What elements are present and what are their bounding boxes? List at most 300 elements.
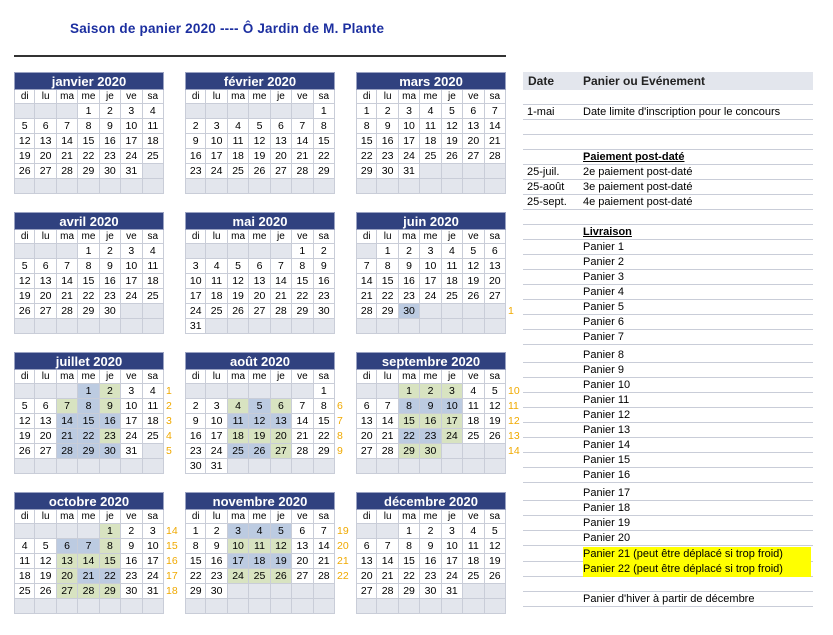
day-cell: 16 [100, 274, 121, 289]
day-cell: 3 [121, 104, 142, 119]
empty-cell [206, 244, 227, 259]
day-cell: 14 [57, 274, 78, 289]
day-cell: 11 [143, 399, 164, 414]
empty-cell [14, 319, 35, 334]
day-cell: 8 [314, 399, 335, 414]
empty-cell [143, 304, 164, 319]
day-cell: 9 [100, 119, 121, 134]
empty-cell [377, 179, 398, 194]
day-name: me [420, 510, 441, 524]
empty-cell [292, 384, 313, 399]
day-name: sa [314, 510, 335, 524]
day-cell: 7 [292, 399, 313, 414]
day-cell: 24 [185, 304, 206, 319]
day-cell: 9 [185, 414, 206, 429]
empty-cell [463, 179, 484, 194]
week-number: 14 [166, 525, 178, 537]
day-cell: 5 [14, 399, 35, 414]
day-cell: 29 [356, 164, 377, 179]
day-name: lu [377, 370, 398, 384]
empty-cell [249, 179, 270, 194]
day-name: ve [463, 230, 484, 244]
empty-cell [292, 104, 313, 119]
day-cell: 20 [35, 149, 56, 164]
empty-cell [249, 384, 270, 399]
day-name: je [271, 370, 292, 384]
event-row [523, 165, 813, 180]
day-cell: 11 [228, 134, 249, 149]
day-cell: 23 [185, 444, 206, 459]
day-cell: 14 [78, 554, 99, 569]
empty-cell [249, 599, 270, 614]
event-text: Panier 15 [583, 454, 631, 466]
day-cell: 29 [399, 444, 420, 459]
day-cell: 20 [463, 134, 484, 149]
event-text: Panier 18 [583, 502, 631, 514]
event-row [523, 423, 813, 438]
day-cell: 22 [78, 149, 99, 164]
event-row [523, 562, 813, 577]
empty-cell [228, 104, 249, 119]
day-cell: 27 [35, 444, 56, 459]
empty-cell [121, 179, 142, 194]
day-cell: 9 [399, 259, 420, 274]
day-cell: 14 [377, 414, 398, 429]
day-cell: 28 [485, 149, 506, 164]
day-name: ve [121, 230, 142, 244]
day-cell: 2 [377, 104, 398, 119]
month-calendar [185, 72, 335, 194]
day-cell: 8 [314, 119, 335, 134]
day-cell: 21 [57, 429, 78, 444]
empty-cell [292, 599, 313, 614]
week-number: 17 [166, 570, 178, 582]
day-cell: 10 [206, 414, 227, 429]
day-cell: 9 [100, 259, 121, 274]
day-cell: 18 [14, 569, 35, 584]
empty-cell [420, 319, 441, 334]
day-cell: 5 [249, 119, 270, 134]
empty-cell [206, 599, 227, 614]
day-cell: 30 [100, 444, 121, 459]
empty-cell [271, 459, 292, 474]
day-cell: 3 [420, 244, 441, 259]
day-cell: 12 [35, 554, 56, 569]
day-cell: 23 [399, 289, 420, 304]
day-cell: 23 [377, 149, 398, 164]
week-number: 4 [166, 430, 172, 442]
day-cell: 13 [356, 414, 377, 429]
day-cell: 22 [78, 289, 99, 304]
empty-cell [463, 584, 484, 599]
day-name: di [356, 90, 377, 104]
day-cell: 6 [356, 399, 377, 414]
day-cell: 9 [185, 134, 206, 149]
day-cell: 19 [14, 289, 35, 304]
day-name: me [249, 510, 270, 524]
week-number: 14 [508, 445, 520, 457]
day-cell: 18 [463, 414, 484, 429]
day-name: ve [121, 370, 142, 384]
day-cell: 30 [206, 584, 227, 599]
day-name: ma [399, 90, 420, 104]
event-row [523, 453, 813, 468]
day-cell: 7 [78, 539, 99, 554]
day-cell: 28 [57, 304, 78, 319]
event-row [523, 378, 813, 393]
day-cell: 16 [100, 134, 121, 149]
day-name: je [442, 90, 463, 104]
empty-cell [485, 304, 506, 319]
day-cell: 15 [356, 134, 377, 149]
day-cell: 28 [271, 304, 292, 319]
month-title: octobre 2020 [14, 492, 164, 510]
day-cell: 11 [14, 554, 35, 569]
empty-cell [35, 459, 56, 474]
week-number: 2 [166, 400, 172, 412]
day-cell: 26 [485, 429, 506, 444]
day-cell: 20 [249, 289, 270, 304]
empty-cell [78, 599, 99, 614]
empty-cell [377, 599, 398, 614]
day-name: di [356, 230, 377, 244]
day-cell: 1 [78, 384, 99, 399]
day-name: me [420, 230, 441, 244]
day-cell: 18 [228, 429, 249, 444]
empty-cell [143, 319, 164, 334]
empty-cell [292, 319, 313, 334]
day-name: sa [143, 90, 164, 104]
empty-cell [228, 384, 249, 399]
day-cell: 17 [121, 414, 142, 429]
day-cell: 25 [143, 149, 164, 164]
day-cell: 10 [228, 539, 249, 554]
event-row [523, 195, 813, 210]
day-cell: 3 [228, 524, 249, 539]
header-date: Date [528, 74, 555, 88]
day-name: ve [292, 370, 313, 384]
day-name: ve [463, 510, 484, 524]
empty-cell [314, 599, 335, 614]
empty-cell [185, 179, 206, 194]
day-cell: 2 [185, 119, 206, 134]
day-cell: 9 [206, 539, 227, 554]
day-cell: 31 [121, 164, 142, 179]
empty-cell [100, 179, 121, 194]
day-cell: 12 [14, 274, 35, 289]
empty-cell [442, 164, 463, 179]
day-cell: 21 [292, 149, 313, 164]
month-title: novembre 2020 [185, 492, 335, 510]
day-cell: 5 [271, 524, 292, 539]
day-cell: 8 [292, 259, 313, 274]
day-cell: 24 [121, 289, 142, 304]
empty-cell [100, 599, 121, 614]
day-cell: 7 [314, 524, 335, 539]
day-cell: 8 [78, 119, 99, 134]
day-cell: 12 [228, 274, 249, 289]
day-cell: 11 [420, 119, 441, 134]
empty-cell [271, 179, 292, 194]
day-cell: 10 [121, 399, 142, 414]
day-cell: 29 [314, 164, 335, 179]
day-cell: 3 [399, 104, 420, 119]
empty-cell [463, 304, 484, 319]
week-number: 1 [508, 305, 514, 317]
event-row [523, 393, 813, 408]
day-cell: 2 [420, 384, 441, 399]
empty-cell [314, 459, 335, 474]
day-cell: 28 [57, 444, 78, 459]
day-name: sa [314, 230, 335, 244]
empty-cell [185, 599, 206, 614]
event-row [523, 150, 813, 165]
day-cell: 21 [314, 554, 335, 569]
empty-cell [57, 244, 78, 259]
day-cell: 25 [442, 289, 463, 304]
day-name: ve [292, 90, 313, 104]
day-cell: 23 [100, 429, 121, 444]
month-calendar [356, 72, 506, 194]
day-name: lu [206, 230, 227, 244]
empty-cell [35, 244, 56, 259]
week-number: 11 [508, 400, 519, 412]
day-cell: 29 [292, 304, 313, 319]
week-number: 21 [337, 555, 349, 567]
empty-cell [292, 584, 313, 599]
day-cell: 28 [314, 569, 335, 584]
empty-cell [314, 179, 335, 194]
day-cell: 12 [442, 119, 463, 134]
day-name: sa [143, 510, 164, 524]
event-text: Panier 5 [583, 301, 624, 313]
day-cell: 18 [143, 274, 164, 289]
event-text: Panier 12 [583, 409, 631, 421]
day-cell: 28 [356, 304, 377, 319]
empty-cell [442, 459, 463, 474]
day-cell: 7 [271, 259, 292, 274]
day-cell: 16 [314, 274, 335, 289]
day-cell: 30 [314, 304, 335, 319]
week-number: 18 [166, 585, 178, 597]
day-cell: 3 [185, 259, 206, 274]
day-cell: 6 [292, 524, 313, 539]
event-row [523, 90, 813, 105]
day-name: ve [463, 90, 484, 104]
empty-cell [57, 319, 78, 334]
event-row [523, 135, 813, 150]
day-name: lu [206, 510, 227, 524]
event-text: Panier 9 [583, 364, 624, 376]
day-cell: 29 [399, 584, 420, 599]
day-cell: 20 [35, 429, 56, 444]
empty-cell [399, 599, 420, 614]
day-cell: 21 [57, 289, 78, 304]
event-date: 25-juil. [527, 166, 560, 178]
event-text: Panier 3 [583, 271, 624, 283]
day-cell: 10 [143, 539, 164, 554]
empty-cell [463, 319, 484, 334]
month-calendar [14, 492, 164, 614]
day-cell: 3 [206, 119, 227, 134]
day-cell: 18 [249, 554, 270, 569]
event-text: Panier d'hiver à partir de décembre [583, 593, 755, 605]
day-name: ma [228, 90, 249, 104]
empty-cell [14, 459, 35, 474]
day-cell: 6 [57, 539, 78, 554]
day-cell: 6 [356, 539, 377, 554]
event-text: Panier 6 [583, 316, 624, 328]
day-cell: 24 [228, 569, 249, 584]
day-cell: 4 [249, 524, 270, 539]
day-cell: 24 [442, 569, 463, 584]
day-name: lu [35, 90, 56, 104]
day-cell: 13 [485, 259, 506, 274]
day-cell: 1 [100, 524, 121, 539]
day-cell: 4 [228, 119, 249, 134]
empty-cell [14, 104, 35, 119]
day-name: je [442, 510, 463, 524]
day-name: me [78, 370, 99, 384]
empty-cell [14, 599, 35, 614]
day-cell: 12 [271, 539, 292, 554]
day-cell: 11 [463, 399, 484, 414]
week-number: 3 [166, 415, 172, 427]
empty-cell [143, 459, 164, 474]
day-cell: 3 [206, 399, 227, 414]
day-cell: 18 [206, 289, 227, 304]
event-text: Panier 21 (peut être déplacé si trop froid) [583, 547, 811, 562]
day-cell: 4 [463, 524, 484, 539]
day-cell: 17 [143, 554, 164, 569]
empty-cell [463, 444, 484, 459]
day-cell: 20 [485, 274, 506, 289]
empty-cell [228, 459, 249, 474]
day-cell: 1 [185, 524, 206, 539]
day-cell: 20 [271, 149, 292, 164]
day-cell: 3 [143, 524, 164, 539]
empty-cell [420, 164, 441, 179]
event-row [523, 516, 813, 531]
empty-cell [463, 459, 484, 474]
day-cell: 15 [185, 554, 206, 569]
day-cell: 25 [228, 164, 249, 179]
day-cell: 15 [314, 414, 335, 429]
empty-cell [356, 319, 377, 334]
day-cell: 19 [271, 554, 292, 569]
month-calendar [14, 352, 164, 474]
event-row [523, 363, 813, 378]
day-name: je [100, 370, 121, 384]
day-cell: 18 [143, 134, 164, 149]
day-cell: 9 [420, 399, 441, 414]
day-cell: 14 [57, 134, 78, 149]
event-text: 4e paiement post-daté [583, 196, 693, 208]
day-cell: 21 [271, 289, 292, 304]
day-cell: 19 [249, 429, 270, 444]
day-cell: 19 [35, 569, 56, 584]
day-cell: 22 [100, 569, 121, 584]
empty-cell [442, 444, 463, 459]
empty-cell [442, 304, 463, 319]
day-cell: 8 [78, 399, 99, 414]
day-name: sa [485, 230, 506, 244]
day-cell: 26 [228, 304, 249, 319]
day-cell: 15 [78, 414, 99, 429]
day-cell: 27 [463, 149, 484, 164]
event-text: Panier 20 [583, 532, 631, 544]
day-cell: 9 [121, 539, 142, 554]
day-cell: 14 [485, 119, 506, 134]
day-cell: 5 [14, 119, 35, 134]
day-cell: 8 [399, 539, 420, 554]
day-cell: 11 [143, 119, 164, 134]
day-cell: 8 [100, 539, 121, 554]
day-cell: 5 [249, 399, 270, 414]
day-name: di [356, 370, 377, 384]
day-name: me [249, 230, 270, 244]
day-cell: 17 [121, 134, 142, 149]
day-cell: 29 [377, 304, 398, 319]
week-number: 7 [337, 415, 343, 427]
event-row [523, 255, 813, 270]
day-cell: 16 [206, 554, 227, 569]
event-row [523, 180, 813, 195]
week-number: 10 [508, 385, 520, 397]
day-cell: 19 [463, 274, 484, 289]
day-cell: 27 [356, 444, 377, 459]
day-cell: 9 [314, 259, 335, 274]
day-cell: 22 [185, 569, 206, 584]
day-cell: 5 [228, 259, 249, 274]
empty-cell [228, 179, 249, 194]
day-cell: 2 [100, 244, 121, 259]
day-cell: 13 [35, 274, 56, 289]
day-cell: 17 [206, 429, 227, 444]
empty-cell [249, 319, 270, 334]
empty-cell [228, 244, 249, 259]
month-title: mai 2020 [185, 212, 335, 230]
day-cell: 19 [228, 289, 249, 304]
day-cell: 7 [377, 539, 398, 554]
month-calendar [356, 352, 506, 474]
empty-cell [35, 384, 56, 399]
day-cell: 31 [143, 584, 164, 599]
day-name: me [420, 90, 441, 104]
empty-cell [121, 459, 142, 474]
day-cell: 5 [485, 384, 506, 399]
month-title: juin 2020 [356, 212, 506, 230]
day-cell: 1 [399, 384, 420, 399]
day-cell: 4 [143, 384, 164, 399]
event-row [523, 240, 813, 255]
day-cell: 19 [442, 134, 463, 149]
empty-cell [206, 384, 227, 399]
day-cell: 23 [100, 289, 121, 304]
month-calendar [356, 492, 506, 614]
day-cell: 26 [35, 584, 56, 599]
day-cell: 11 [463, 539, 484, 554]
empty-cell [14, 384, 35, 399]
day-name: di [185, 230, 206, 244]
empty-cell [249, 104, 270, 119]
event-text: Panier 4 [583, 286, 624, 298]
empty-cell [356, 459, 377, 474]
day-cell: 11 [249, 539, 270, 554]
day-cell: 4 [206, 259, 227, 274]
event-row [523, 105, 813, 120]
event-text: Panier 19 [583, 517, 631, 529]
